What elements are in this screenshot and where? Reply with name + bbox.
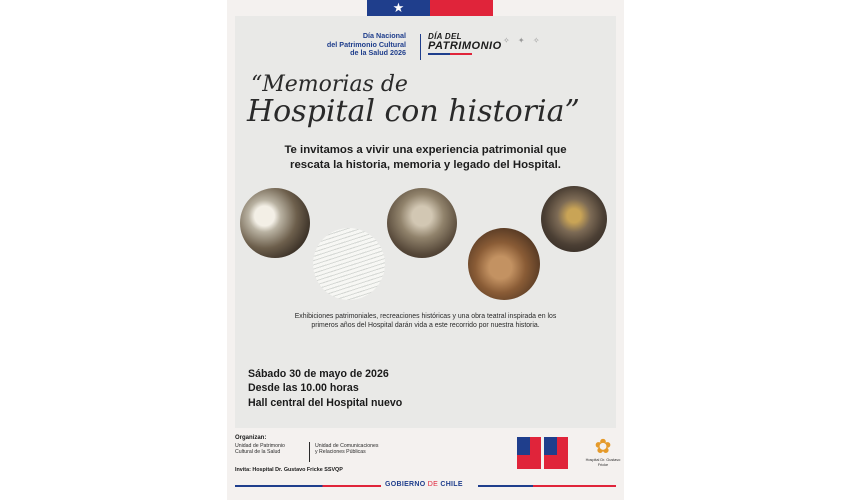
chile-flag-icon: ★: [367, 0, 493, 16]
organizers-label: Organizan:: [235, 435, 267, 441]
header: [235, 30, 616, 78]
poster: [227, 0, 624, 500]
gobierno-de-chile-label: GOBIERNO DE CHILE: [385, 481, 463, 488]
photo-hospital-crib: [387, 188, 457, 258]
organizer-unit-1: Unidad de Patrimonio Cultural de la Salud: [235, 443, 285, 456]
event-name: Día Nacional del Patrimonio Cultural de la Salud 2026: [326, 31, 406, 58]
event-details: [248, 367, 402, 410]
photo-display-case: [468, 228, 540, 300]
organizer-unit-2: Unidad de Comunicaciones y Relaciones Públicas: [315, 443, 379, 456]
content-panel: [235, 16, 616, 428]
government-bar: [235, 482, 616, 490]
ministry-logo-icon: [517, 437, 541, 469]
footer: [235, 435, 621, 481]
photo-medicine-bottles: [240, 188, 310, 258]
description: Exhibiciones patrimoniales, recreaciones históricas y una obra teatral inspirada en los primeros años del Hospital darán vida a este recorrido por nuestra historia.: [294, 313, 557, 330]
event-date: Sábado 30 de mayo de 2026: [248, 368, 389, 380]
event-place: Hall central del Hospital nuevo: [248, 396, 403, 409]
footer-divider: [309, 442, 310, 462]
photo-handwritten-document: [313, 228, 385, 300]
sparkle-icon: ✧ ✦ ✧: [503, 36, 543, 45]
dia-del-patrimonio-logo: DÍA DEL PATRIMONIO: [428, 32, 502, 55]
hospital-logo-icon: ✿ Hospital Dr. Gustavo Fricke: [585, 436, 621, 467]
title-line-1: “Memorias de: [251, 72, 408, 97]
photo-trophies: [541, 186, 607, 252]
invite-line: Invita: Hospital Dr. Gustavo Fricke SSVQP: [235, 467, 343, 473]
subtitle: Te invitamos a vivir una experiencia patrimonial que rescata la historia, memoria y legado del Hospital.: [284, 144, 567, 171]
header-divider: [420, 34, 421, 60]
title-line-2: Hospital con historia”: [247, 94, 580, 129]
health-service-logo-icon: [544, 437, 568, 469]
event-time: Desde las 10.00 horas: [248, 382, 359, 395]
